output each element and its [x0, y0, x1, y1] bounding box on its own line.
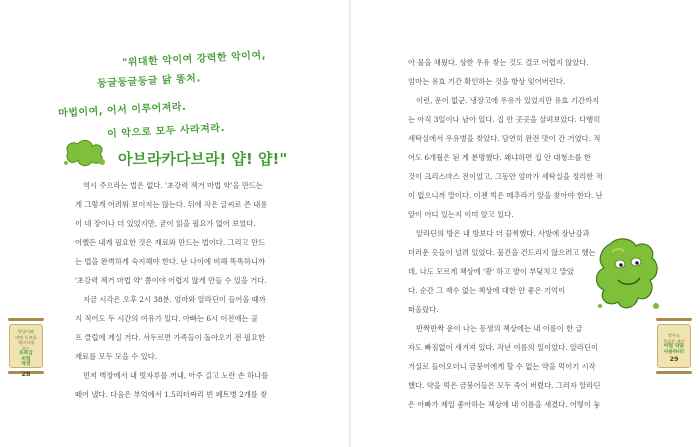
tab-line: 하는 — [21, 345, 31, 351]
page-tab-right — [657, 324, 691, 368]
page-number-right: 29 — [669, 355, 679, 363]
text-line: '초강력 젝거 마법 약' 쯤이야 어렵지 않게 만들 수 있을 거다. — [75, 276, 267, 285]
text-line: 떼어 냈다. 다음은 부엌에서 1.5리터짜리 빈 페트병 2개를 찾 — [75, 390, 268, 399]
text-line: 했다. 약을 먹은 금붕어들은 모두 죽어 버렸다. 그러자 알라딘 — [408, 381, 601, 390]
page-tab-left — [9, 324, 43, 368]
tab-line: 똥냥이와 — [17, 329, 35, 334]
tab-line: 깍두도 — [667, 333, 681, 338]
text-line: 재료를 모두 모을 수 있다. — [75, 352, 158, 361]
left-body-text — [75, 176, 268, 404]
text-line: 역시 주으라는 법은 없다. '초강력 젝거 마법 약'을 만드는 — [83, 181, 263, 190]
text-line: 지금 시각은 오후 2시 38분. 엄마와 알라딘이 들어올 때까 — [83, 295, 266, 304]
text-line: 은 아빠가 제일 좋아하는 책상에 내 이름을 새겼다. 어떻이 놓 — [408, 400, 601, 409]
tab-line: 마법 약을 — [663, 344, 685, 349]
tab-subtitle: 비밀 — [21, 356, 31, 362]
text-line: 이런, 운이 없군. 냉장고에 우유가 있었지만 유효 기간까지 — [416, 96, 599, 105]
text-line: 떠올랐다. — [408, 305, 439, 314]
text-line: 더러운 옷들이 널려 있었다. 물건을 건드리지 않으려고 했는 — [408, 248, 596, 257]
tab-series: 초특급 — [19, 351, 33, 356]
text-line: 아 물을 채웠다. 상한 우유 찾는 것도 결코 어렵지 않았다. — [408, 58, 589, 67]
text-line: 알라딘의 방은 내 방보다 더 끔찍했다. 사방에 장난감과 — [416, 229, 590, 238]
page-number-left: 28 — [21, 370, 31, 378]
incantation-line-1: "위대한 악이여 강력한 악이여, — [121, 50, 267, 69]
incantation-line-3: 마법이여, 어서 이루어져라. — [57, 101, 187, 120]
slime-splat-icon — [62, 138, 108, 168]
slime-monster-illustration — [592, 236, 662, 314]
incantation-line-4: 이 악으로 모두 사라져라. — [106, 122, 226, 141]
text-line: 것이 크리스마스 전이었고, 그동안 엄마가 세탁실을 정리한 적 — [408, 172, 603, 181]
text-line: 이 네 장이나 더 있었지만, 굳이 읽을 필요가 없어 보였다. — [75, 219, 256, 228]
text-line: 지 적어도 두 시간의 여유가 있다. 아빠는 6시 이전에는 골 — [75, 314, 258, 323]
right-body-text — [408, 53, 603, 414]
tab-line: 재미지게 — [17, 340, 35, 345]
text-line: 이 없으니까 말이다. 이젠 빅은 메추라기 알을 찾아야 한다. 난 — [408, 191, 603, 200]
text-line: 다. 순간 그 재수 없는 책상에 대한 안 좋은 기억이 — [408, 286, 566, 295]
text-line: 자도 빠짐없이 새겨져 있다. 작년 여름의 일이었다. 알라딘이 — [408, 343, 599, 352]
tab-line: 어떤 동꼬를 — [15, 334, 37, 340]
text-line: 데, 나도 모르게 책상에 '쾅' 하고 발이 부딪치고 말았 — [408, 267, 574, 276]
text-line: 는 아직 3일이나 남아 있다. 집 안 곳곳을 살펴보았다. 다행히 — [408, 115, 601, 124]
text-line: 게 그렇게 어려워 보이지는 않는다. 뒤에 작은 글씨로 쓴 내용 — [75, 200, 268, 209]
text-line: 세탁실에서 우유병을 찾았다. 당연히 완전 맛이 간 거였다. 적 — [408, 134, 601, 143]
tab-line: 사용하다! — [663, 349, 685, 355]
tab-subtitle: 작전 — [21, 362, 31, 367]
text-line: 거실로 들어오더니 금붕어에게 할 수 없는 약을 먹이기 시작 — [408, 362, 596, 371]
text-line: 반짝반짝 윤이 나는 동생의 책상에는 내 이름이 한 글 — [416, 324, 583, 333]
tab-line: 못같은 제기 — [663, 338, 685, 344]
text-line: 알이 어디 있는지 이미 알고 있다. — [408, 210, 514, 219]
chapter-heading: 아브라카다브라! 얍! 얍!" — [118, 150, 288, 168]
text-line: 는 법을 완벽하게 숙지해야 한다. 난 나이에 비해 똑똑하니까 — [75, 257, 266, 266]
text-line: 먼저 벽장에서 내 빗자루를 꺼내, 아주 길고 노란 손 하나를 — [83, 371, 269, 380]
incantation-line-2: 둥글둥글둥글 닭 똥처. — [96, 73, 202, 90]
book-gutter — [349, 0, 351, 447]
text-line: 엄마는 유효 기간 확인하는 것을 항상 잊어버린다. — [408, 77, 566, 86]
text-line: 어쨌든 내게 필요한 것은 재료와 만드는 법이다. 그리고 만드 — [75, 238, 266, 247]
text-line: 어도 6개월은 된 게 분명했다. 왜냐하면 집 안 대청소를 한 — [408, 153, 591, 162]
text-line: 프 클럽에 계실 거다. 서두르면 가족들이 돌아오기 전 필요한 — [75, 333, 266, 342]
